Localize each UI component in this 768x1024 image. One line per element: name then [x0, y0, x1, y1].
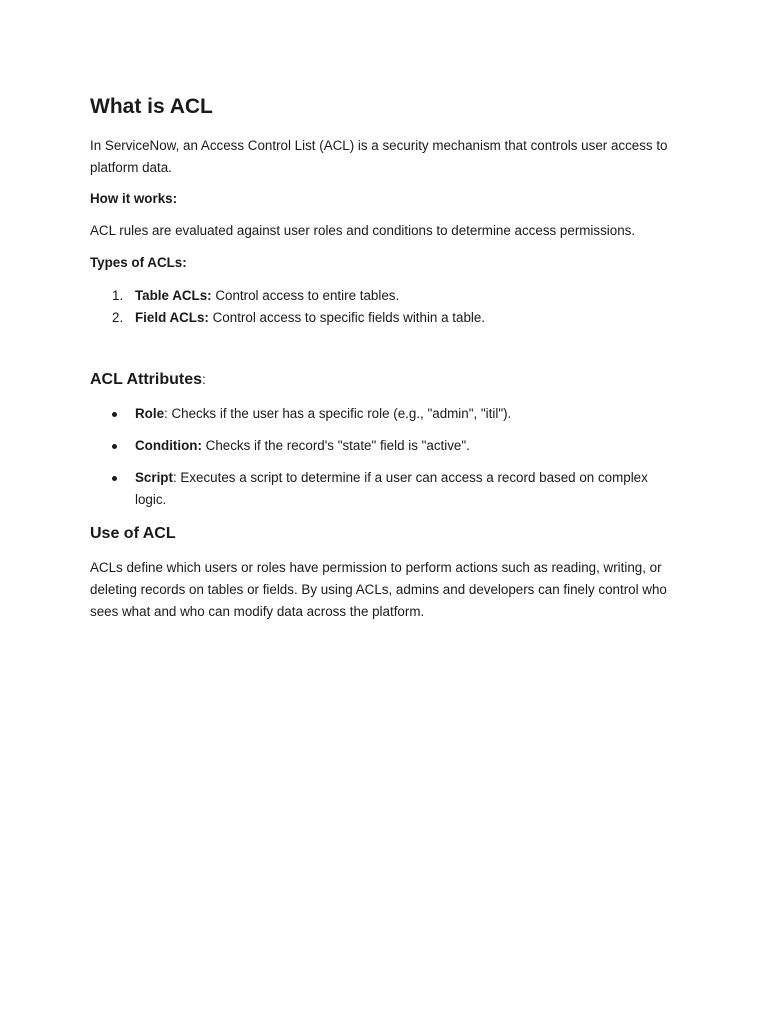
list-item-term: Role	[135, 406, 165, 421]
list-number: 1.	[112, 288, 124, 303]
how-it-works-label: How it works:	[90, 191, 178, 206]
attributes-heading	[90, 368, 206, 392]
list-item-desc: Control access to specific fields within a table.	[208, 310, 486, 325]
list-item-desc: Control access to entire tables.	[211, 288, 400, 303]
list-item-desc: : Checks if the user has a specific role (e.g., "admin", "itil").	[164, 406, 512, 421]
bullet-icon	[112, 444, 117, 449]
list-item-term: Table ACLs:	[135, 288, 212, 303]
list-item	[90, 467, 690, 511]
types-label: Types of ACLs:	[90, 255, 187, 270]
bullet-icon	[112, 476, 117, 481]
list-item-term: Condition:	[135, 438, 202, 453]
bullet-icon	[112, 412, 117, 417]
how-it-works-text: ACL rules are evaluated against user roles and conditions to determine access permissions.	[90, 223, 636, 238]
list-item	[90, 285, 690, 307]
list-number: 2.	[112, 310, 124, 325]
list-item-desc: : Executes a script to determine if a user can access a record based on complex logic.	[135, 470, 648, 507]
list-item-term: Field ACLs:	[135, 310, 209, 325]
list-item	[90, 403, 690, 425]
list-item	[90, 435, 690, 457]
list-item	[90, 307, 690, 329]
list-item-term: Script	[135, 470, 173, 485]
page-title: What is ACL	[90, 95, 213, 118]
use-paragraph: ACLs define which users or roles have permission to perform actions such as reading, writing, or deleting records on tables or fields. By using ACLs, admins and developers can finely control who sees what and who can modify data across the platform.	[90, 560, 667, 619]
intro-paragraph: In ServiceNow, an Access Control List (ACL) is a security mechanism that controls user access to platform data.	[90, 138, 668, 175]
attributes-heading-colon: :	[202, 372, 206, 387]
list-item-desc: Checks if the record's "state" field is "active".	[201, 438, 470, 453]
use-heading: Use of ACL	[90, 525, 176, 542]
attributes-heading-text: ACL Attributes	[90, 371, 202, 388]
